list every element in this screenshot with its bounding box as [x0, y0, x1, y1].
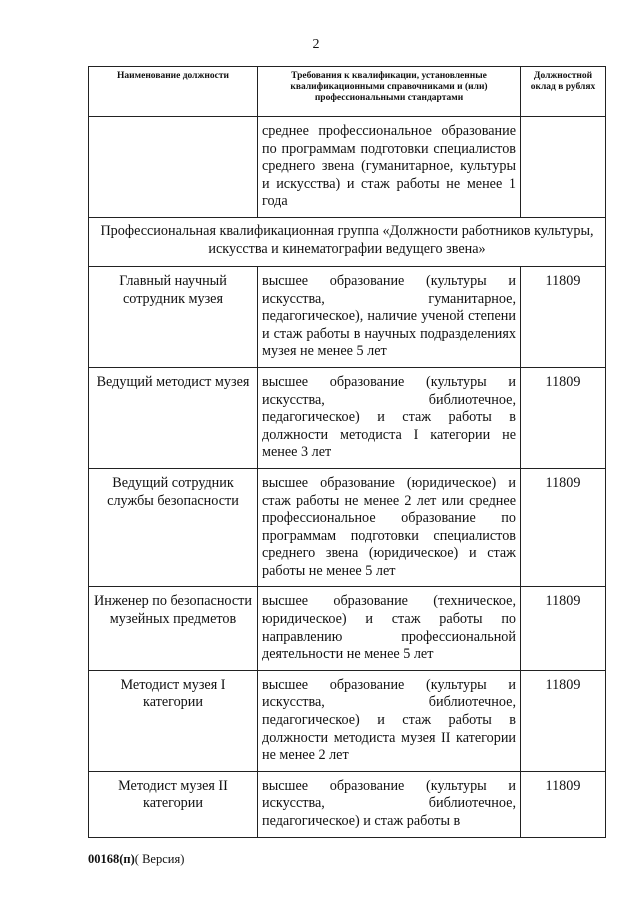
continuation-requirements: среднее профессиональное образование по программам подготовки специалистов среднего звена (гуманитарное, культуры и искусства) и стаж работы не менее 1 года	[258, 117, 521, 218]
position-requirements: высшее образование (техническое, юридическое) и стаж работы по направлению профессиональной деятельности не менее 5 лет	[258, 587, 521, 670]
table-row-continuation	[89, 117, 606, 218]
table-row	[89, 367, 606, 468]
position-salary: 11809	[521, 771, 606, 837]
position-name: Методист музея I категории	[89, 670, 258, 771]
document-footer	[88, 852, 184, 867]
document-code: 00168(п)	[88, 852, 135, 866]
position-name: Главный научный сотрудник музея	[89, 266, 258, 367]
table-row	[89, 771, 606, 837]
table-row	[89, 266, 606, 367]
position-name: Инженер по безопасности музейных предметов	[89, 587, 258, 670]
position-salary: 11809	[521, 266, 606, 367]
position-requirements: высшее образование (юридическое) и стаж работы не менее 2 лет или среднее профессиональное образование по программам подготовки специалистов среднего звена (юридическое) и стаж работы не менее 5 лет	[258, 468, 521, 587]
position-requirements: высшее образование (культуры и искусства, библиотечное, педагогическое) и стаж работы в должности методиста музея II категории не менее 2 лет	[258, 670, 521, 771]
position-requirements: высшее образование (культуры и искусства, библиотечное, педагогическое) и стаж работы в	[258, 771, 521, 837]
header-salary: Должностной оклад в рублях	[521, 67, 606, 117]
position-salary: 11809	[521, 468, 606, 587]
continuation-salary-cell	[521, 117, 606, 218]
position-name: Ведущий сотрудник службы безопасности	[89, 468, 258, 587]
header-requirements: Требования к квалификации, установленные квалификационными справочниками и (или) профессиональными стандартами	[258, 67, 521, 117]
position-requirements: высшее образование (культуры и искусства, гуманитарное, педагогическое), наличие ученой степени и стаж работы в научных подразделениях музея не менее 5 лет	[258, 266, 521, 367]
position-name: Методист музея II категории	[89, 771, 258, 837]
table-header-row	[89, 67, 606, 117]
page-number: 2	[312, 37, 320, 52]
continuation-name-cell	[89, 117, 258, 218]
position-salary: 11809	[521, 367, 606, 468]
position-salary: 11809	[521, 670, 606, 771]
table-row	[89, 468, 606, 587]
qualification-table	[88, 66, 606, 838]
position-name: Ведущий методист музея	[89, 367, 258, 468]
group-title: Профессиональная квалификационная группа «Должности работников культуры, искусства и кинематографии ведущего звена»	[89, 217, 606, 266]
header-position-name: Наименование должности	[89, 67, 258, 117]
table-row	[89, 670, 606, 771]
position-salary: 11809	[521, 587, 606, 670]
table-row	[89, 587, 606, 670]
group-row	[89, 217, 606, 266]
position-requirements: высшее образование (культуры и искусства, библиотечное, педагогическое) и стаж работы в должности методиста I категории не менее 3 лет	[258, 367, 521, 468]
document-version: ( Версия)	[134, 852, 185, 866]
